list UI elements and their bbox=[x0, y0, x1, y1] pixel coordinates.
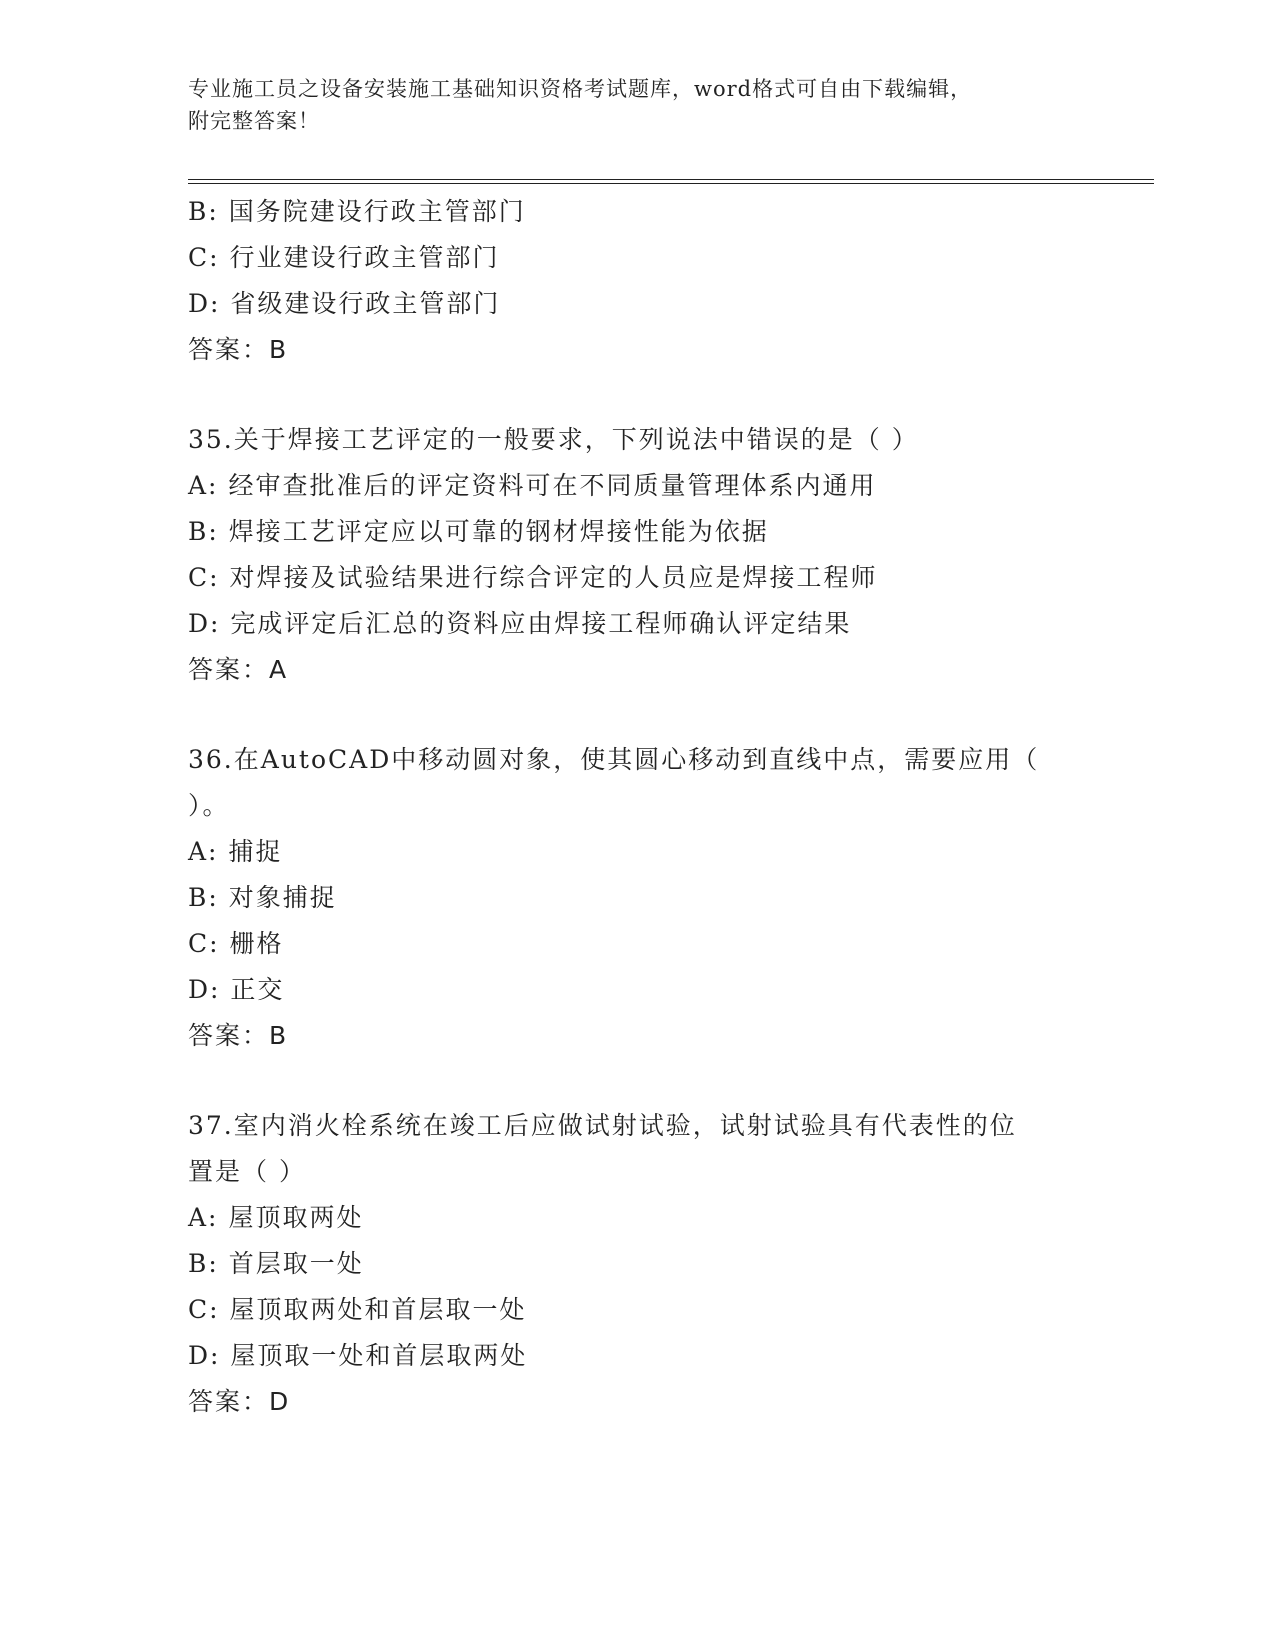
answer-line: 答案：B bbox=[188, 335, 289, 364]
option-d: D: 屋顶取一处和首层取两处 bbox=[188, 1341, 528, 1370]
question-stem-continued: 置是（ ） bbox=[188, 1157, 306, 1186]
question-37 bbox=[188, 1103, 1118, 1425]
option-c: C: 行业建设行政主管部门 bbox=[188, 243, 500, 272]
option-c: C: 屋顶取两处和首层取一处 bbox=[188, 1295, 527, 1324]
question-stem: 37.室内消火栓系统在竣工后应做试射试验，试射试验具有代表性的位 bbox=[188, 1111, 1017, 1140]
header-line-1: 专业施工员之设备安装施工基础知识资格考试题库，word格式可自由下载编辑， bbox=[188, 77, 973, 101]
option-a: A: 经审查批准后的评定资料可在不同质量管理体系内通用 bbox=[188, 471, 877, 500]
answer-line: 答案：A bbox=[188, 655, 289, 684]
question-36 bbox=[188, 737, 1118, 1059]
option-d: D: 正交 bbox=[188, 975, 285, 1004]
header-rule-top bbox=[188, 179, 1154, 180]
option-b: B: 国务院建设行政主管部门 bbox=[188, 197, 526, 226]
option-d: D: 完成评定后汇总的资料应由焊接工程师确认评定结果 bbox=[188, 609, 852, 638]
answer-line: 答案：B bbox=[188, 1021, 289, 1050]
header-rule-bottom bbox=[188, 183, 1154, 184]
option-a: A: 屋顶取两处 bbox=[188, 1203, 364, 1232]
question-stem: 35.关于焊接工艺评定的一般要求，下列说法中错误的是（ ） bbox=[188, 425, 919, 454]
header-line-2: 附完整答案！ bbox=[188, 109, 320, 133]
question-stem: 36.在AutoCAD中移动圆对象，使其圆心移动到直线中点，需要应用（ bbox=[188, 745, 1040, 774]
option-b: B: 对象捕捉 bbox=[188, 883, 337, 912]
document-header bbox=[188, 73, 1088, 137]
question-content bbox=[188, 189, 1118, 1425]
answer-line: 答案：D bbox=[188, 1387, 291, 1416]
option-a: A: 捕捉 bbox=[188, 837, 283, 866]
option-b: B: 焊接工艺评定应以可靠的钢材焊接性能为依据 bbox=[188, 517, 769, 546]
previous-question-block bbox=[188, 189, 1118, 373]
option-d: D: 省级建设行政主管部门 bbox=[188, 289, 501, 318]
option-c: C: 栅格 bbox=[188, 929, 284, 958]
option-c: C: 对焊接及试验结果进行综合评定的人员应是焊接工程师 bbox=[188, 563, 878, 592]
question-35 bbox=[188, 417, 1118, 693]
option-b: B: 首层取一处 bbox=[188, 1249, 364, 1278]
question-stem-continued: ）。 bbox=[188, 791, 230, 820]
